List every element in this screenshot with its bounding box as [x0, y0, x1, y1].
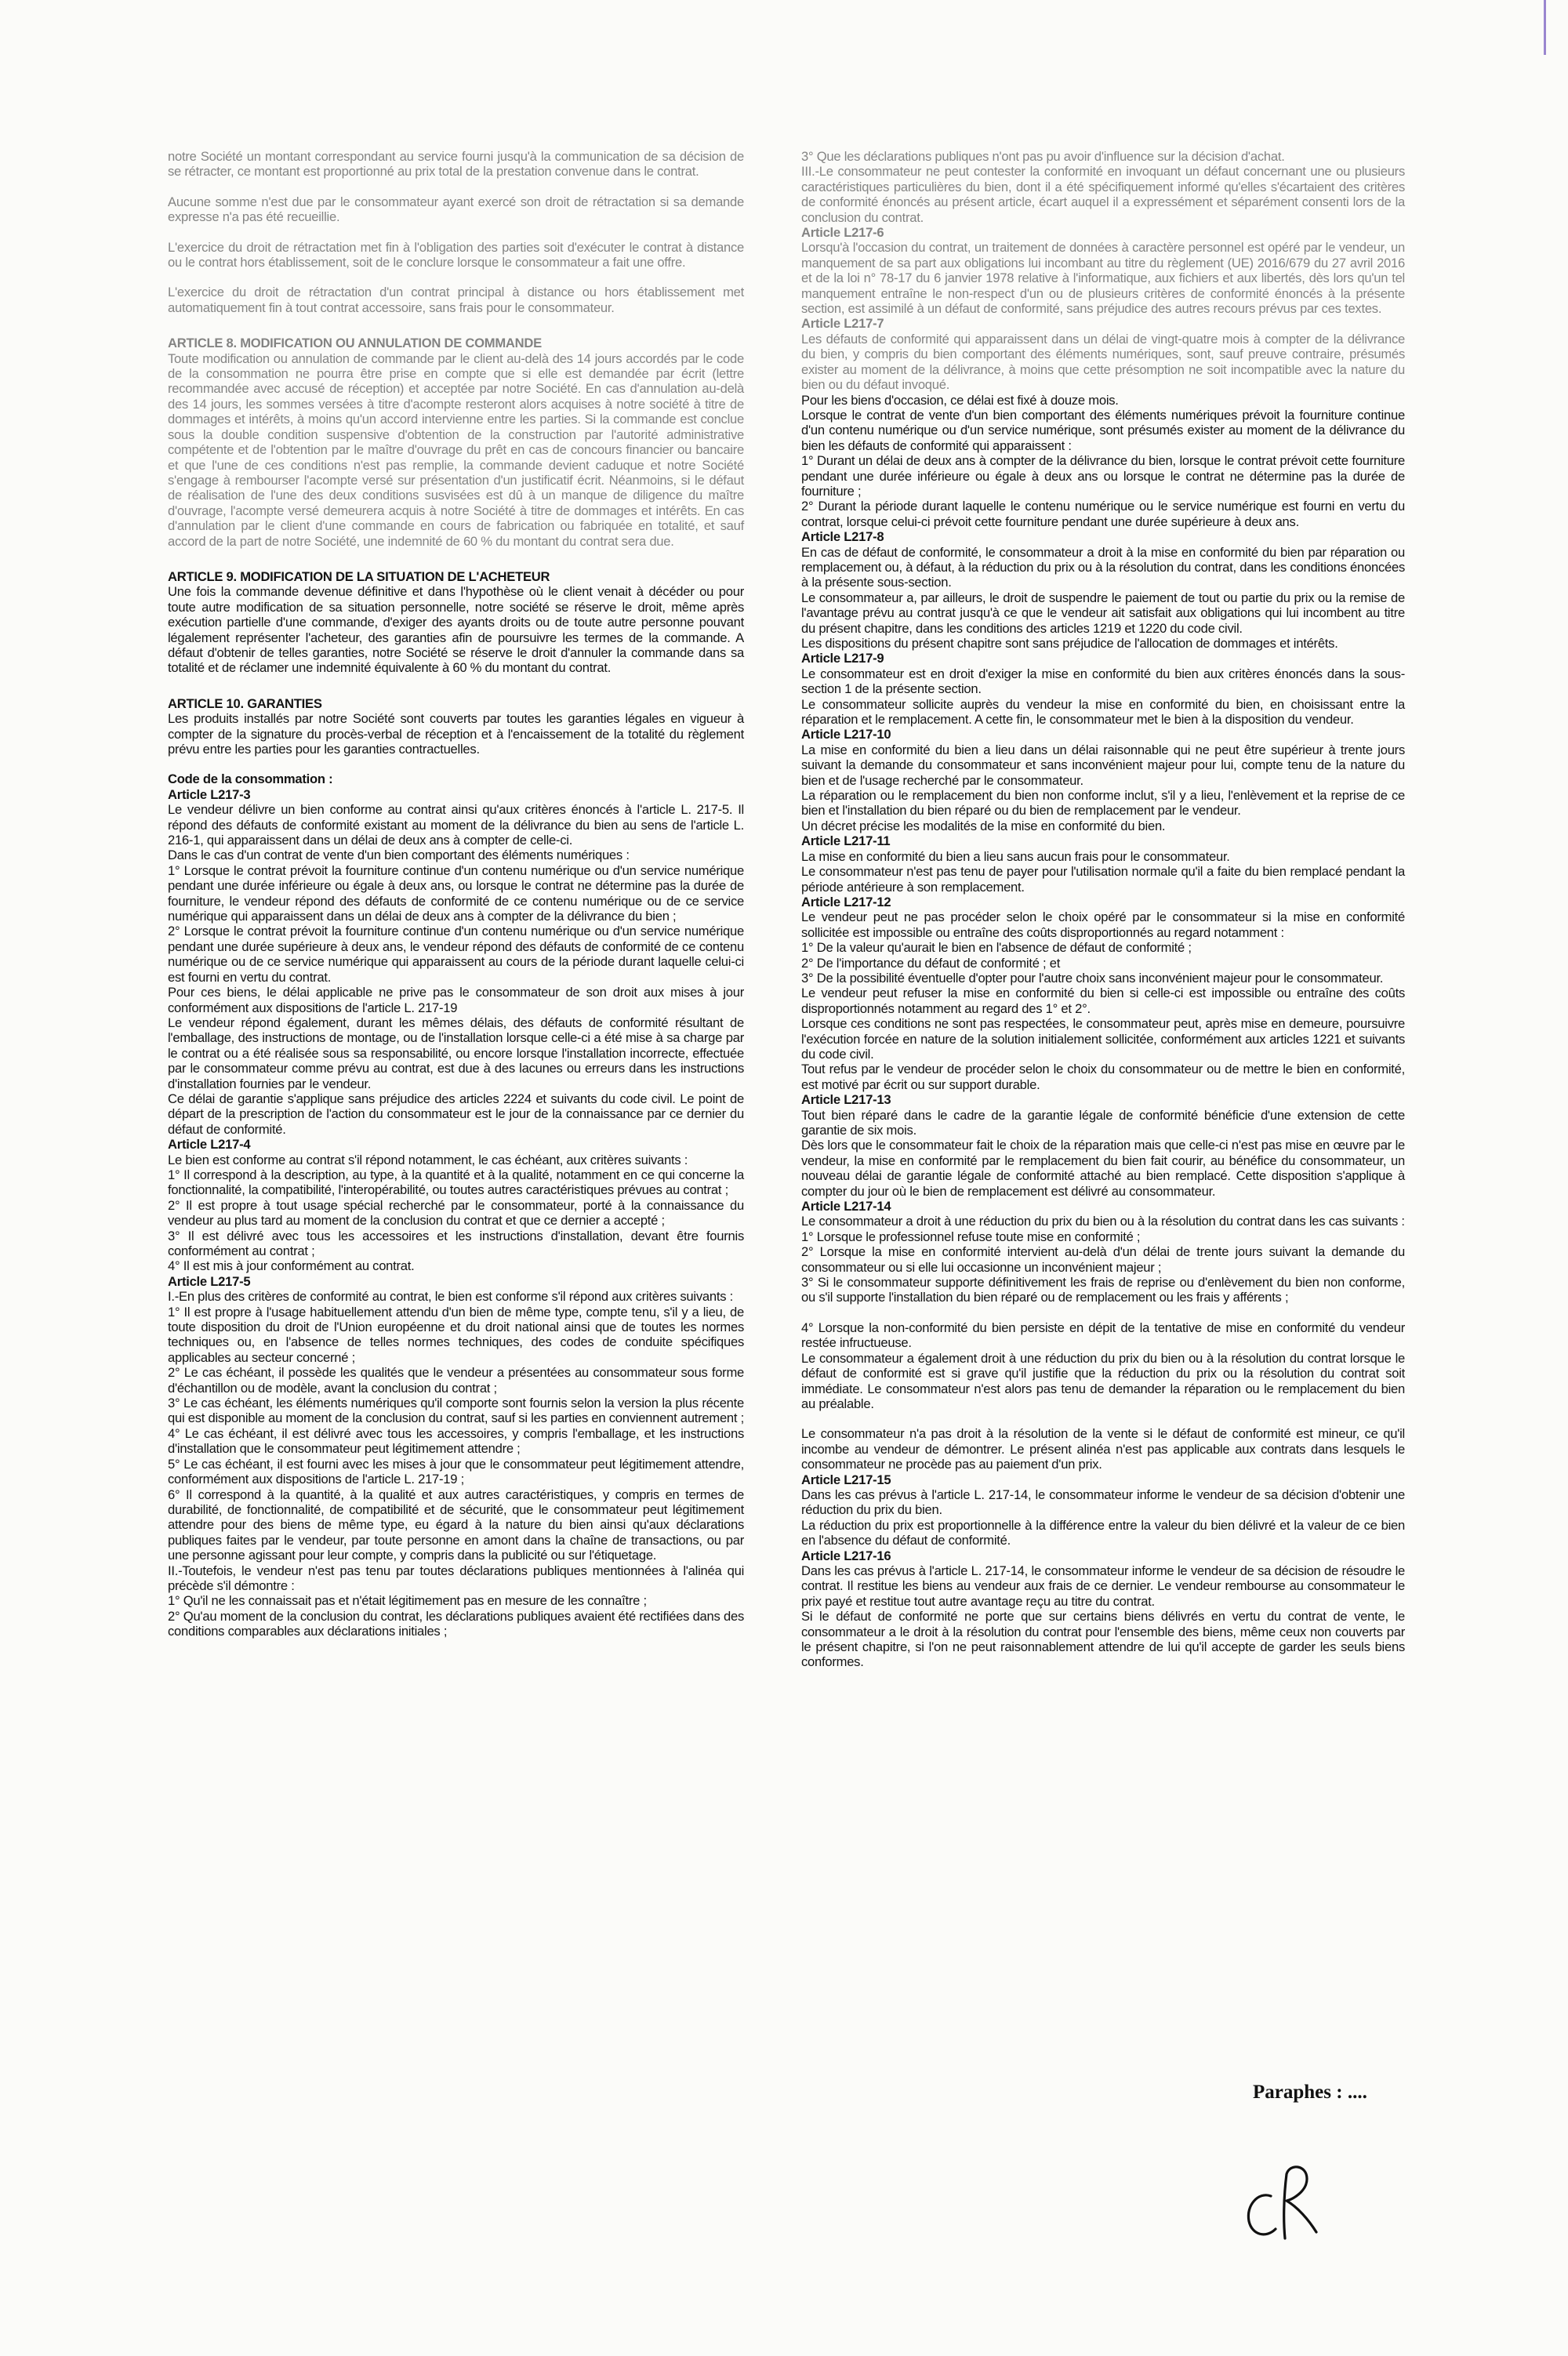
body-paragraph: Le consommateur n'a pas droit à la résolution de la vente si le défaut de conformité est mineur, ce qu'il incombe au vendeur de démontrer. Le présent alinéa n'est pas applicable aux contrats dans lesquels le consommateur ne procède pas au paiement d'un prix. — [801, 1426, 1405, 1472]
body-paragraph: II.-Toutefois, le vendeur n'est pas tenu par toutes déclarations publiques mentionnées à l'alinéa qui précède s'il démontre : — [168, 1563, 744, 1593]
body-paragraph: notre Société un montant correspondant au service fourni jusqu'à la communication de sa décision de se rétracter, ce montant est proportionné au prix total de la prestation convenue dans le contrat. — [168, 149, 744, 180]
body-paragraph: Le consommateur a droit à une réduction du prix du bien ou à la résolution du contrat dans les cas suivants : — [801, 1214, 1405, 1229]
body-paragraph: Lorsque ces conditions ne sont pas respectées, le consommateur peut, après mise en demeure, poursuivre l'exécution forcée en nature de la solution initialement sollicitée, conformément aux articles 1221 et suivants du code civil. — [801, 1016, 1405, 1062]
body-paragraph: 3° Le cas échéant, les éléments numériques qu'il comporte sont fournis selon la version la plus récente qui est disponible au moment de la conclusion du contrat, sauf si les parties en conviennent autrement ; — [168, 1396, 744, 1426]
article-subheading: Article L217-10 — [801, 727, 891, 742]
body-paragraph: 4° Lorsque la non-conformité du bien persiste en dépit de la tentative de mise en conformité du vendeur restée infructueuse. — [801, 1320, 1405, 1351]
body-paragraph: 2° Il est propre à tout usage spécial recherché par le consommateur, porté à la connaissance du vendeur au plus tard au moment de la conclusion du contrat et que ce dernier a accepté ; — [168, 1197, 744, 1229]
section-spacer — [168, 676, 744, 696]
body-paragraph: 5° Le cas échéant, il est fourni avec les mises à jour que le consommateur peut légitimement attendre, conformément aux dispositions de l'article L. 217-19 ; — [168, 1456, 744, 1487]
body-paragraph: 3° Que les déclarations publiques n'ont pas pu avoir d'influence sur la décision d'achat. — [801, 149, 1285, 164]
body-paragraph: Le consommateur est en droit d'exiger la mise en conformité du bien aux critères énoncés dans la sous-section 1 de la présente section. — [801, 666, 1405, 697]
article-heading: ARTICLE 8. MODIFICATION OU ANNULATION DE COMMANDE — [168, 336, 542, 351]
body-paragraph: En cas de défaut de conformité, le consommateur a droit à la mise en conformité du bien par réparation ou remplacement ou, à défaut, à la réduction du prix ou à la résolution du contrat, dans les conditions énoncées à la présente sous-section. — [801, 544, 1405, 590]
paragraph-spacer — [168, 270, 744, 285]
paragraph-spacer — [801, 1305, 1405, 1320]
body-paragraph: Le vendeur peut refuser la mise en conformité du bien si celle-ci est impossible ou entraîne des coûts disproportionnés notamment au regard des 1° et 2°. — [801, 986, 1405, 1016]
body-paragraph: 1° De la valeur qu'aurait le bien en l'absence de défaut de conformité ; — [801, 940, 1192, 956]
article-subheading: Code de la consommation : — [168, 771, 333, 787]
body-paragraph: Pour ces biens, le délai applicable ne prive pas le consommateur de son droit aux mises à jour conformément aux dispositions de l'article L. 217-19 — [168, 985, 744, 1015]
body-paragraph: Dans le cas d'un contrat de vente d'un bien comportant des éléments numériques : — [168, 848, 630, 863]
body-paragraph: Les défauts de conformité qui apparaissent dans un délai de vingt-quatre mois à compter de la délivrance du bien, y compris du bien comportant des éléments numériques, sont, sauf preuve contraire, présumés exister au moment de la délivrance, à moins que cette présomption ne soit incompatible avec la nature du bien ou du défaut invoqué. — [801, 331, 1405, 393]
body-paragraph: Lorsqu'à l'occasion du contrat, un traitement de données à caractère personnel est opéré par le vendeur, un manquement de sa part aux obligations lui incombant au titre du règlement (UE) 2016/679 du 27 avril 2016 et de la loi n° 78-17 du 6 janvier 1978 relative à l'informatique, aux fichiers et aux libertés, dès lors qu'un tel manquement entraîne le non-respect d'un ou de plusieurs critères de conformité énoncés à la présente section, est assimilé à un défaut de conformité, sans préjudice des autres recours prévus par ces textes. — [801, 240, 1405, 317]
body-paragraph: Le consommateur a également droit à une réduction du prix du bien ou à la résolution du contrat lorsque le défaut de conformité est si grave qu'il justifie que la réduction du prix ou la résolution du contrat soit immédiate. Le consommateur n'est alors pas tenu de demander la réparation ou le remplacement du bien au préalable. — [801, 1350, 1405, 1411]
body-paragraph: Le bien est conforme au contrat s'il répond notamment, le cas échéant, aux critères suivants : — [168, 1152, 688, 1167]
body-paragraph: 3° Si le consommateur supporte définitivement les frais de reprise ou d'enlèvement du bien non conforme, ou s'il supporte l'installation du bien réparé ou de remplacement ou les frais y afférents ; — [801, 1275, 1405, 1305]
body-paragraph: Le vendeur délivre un bien conforme au contrat ainsi qu'aux critères énoncés à l'article L. 217-5. Il répond des défauts de conformité existant au moment de la délivrance du bien au sens de l'article L. 216-1, qui apparaissent dans un délai de deux ans à compter de celle-ci. — [168, 802, 744, 848]
article-subheading: Article L217-13 — [801, 1092, 891, 1108]
article-heading: ARTICLE 10. GARANTIES — [168, 695, 322, 711]
body-paragraph: 2° Lorsque le contrat prévoit la fourniture continue d'un contenu numérique ou d'un service numérique pendant une durée supérieure à deux ans, le vendeur répond des défauts de conformité de ce contenu numérique ou de ce service numérique qui apparaissent au cours de la période durant laquelle celui-ci est fourni en vertu du contrat. — [168, 924, 744, 985]
article-heading: ARTICLE 9. MODIFICATION DE LA SITUATION DE L'ACHETEUR — [168, 568, 550, 584]
article-subheading: Article L217-4 — [168, 1137, 251, 1153]
body-paragraph: Le consommateur a, par ailleurs, le droit de suspendre le paiement de tout ou partie du prix ou la remise de l'avantage prévu au contrat jusqu'à ce que le vendeur ait satisfait aux obligations qui lui incombent au titre du présent chapitre, dans les conditions des articles 1219 et 1220 du code civil. — [801, 590, 1405, 636]
body-paragraph: Le vendeur répond également, durant les mêmes délais, des défauts de conformité résultant de l'emballage, des instructions de montage, ou de l'installation lorsque celle-ci a été mise à sa charge par le contrat ou a été réalisée sous sa responsabilité, ou encore lorsque l'installation incorrecte, effectuée par le consommateur comme prévu au contrat, est due à des lacunes ou erreurs dans les instructions d'installation fournies par le vendeur. — [168, 1015, 744, 1091]
section-spacer — [168, 315, 744, 336]
body-paragraph: Le consommateur sollicite auprès du vendeur la mise en conformité du bien, en choisissant entre la réparation et le remplacement. A cette fin, le consommateur met le bien à la disposition du vendeur. — [801, 696, 1405, 728]
body-paragraph: Les dispositions du présent chapitre sont sans préjudice de l'allocation de dommages et intérêts. — [801, 636, 1338, 651]
body-paragraph: L'exercice du droit de rétractation d'un contrat principal à distance ou hors établissement met automatiquement fin à tout contrat accessoire, sans frais pour le consommateur. — [168, 285, 744, 315]
body-paragraph: Lorsque le contrat de vente d'un bien comportant des éléments numériques prévoit la fourniture continue d'un contenu numérique ou d'un service numérique, sont présumés exister au moment de la délivrance du bien les défauts de conformité qui apparaissent : — [801, 407, 1405, 453]
body-paragraph: I.-En plus des critères de conformité au contrat, le bien est conforme s'il répond aux critères suivants : — [168, 1289, 733, 1305]
body-paragraph: III.-Le consommateur ne peut contester la conformité en invoquant un défaut concernant une ou plusieurs caractéristiques particulières du bien, dont il a été spécifiquement informé qu'elles s'écartaient des critères de conformité énoncés au présent article, écart auquel il a expressément et séparément consenti lors de la conclusion du contrat. — [801, 164, 1405, 225]
body-paragraph: 1° Durant un délai de deux ans à compter de la délivrance du bien, lorsque le contrat prévoit cette fourniture pendant une durée inférieure ou égale à deux ans ou lorsque le contrat ne détermine pas la durée de fourniture ; — [801, 453, 1405, 499]
body-paragraph: Aucune somme n'est due par le consommateur ayant exercé son droit de rétractation si sa demande expresse n'a pas été recueillie. — [168, 194, 744, 225]
body-paragraph: Dès lors que le consommateur fait le choix de la réparation mais que celle-ci n'est pas mise en œuvre par le vendeur, la mise en conformité par le remplacement du bien fait courir, au bénéfice du consommateur, un nouveau délai de garantie légale de conformité attaché au bien remplacé. Cette disposition s'applique à compter du jour où le bien de remplacement est délivré au consommateur. — [801, 1138, 1405, 1199]
body-paragraph: La réparation ou le remplacement du bien non conforme inclut, s'il y a lieu, l'enlèvement et la reprise de ce bien et l'installation du bien réparé ou du bien de remplacement par le vendeur. — [801, 788, 1405, 819]
body-paragraph: Dans les cas prévus à l'article L. 217-14, le consommateur informe le vendeur de sa décision d'obtenir une réduction du prix du bien. — [801, 1487, 1405, 1518]
article-subheading: Article L217-12 — [801, 894, 891, 909]
body-paragraph: Toute modification ou annulation de commande par le client au-delà des 14 jours accordés par le code de la consommation ne pourra être prise en compte que si elle est demandée par écrit (lettre recommandée avec accusé de réception) et acceptée par notre Société. En cas d'annulation au-delà des 14 jours, les sommes versées à titre d'acompte resteront alors acquises à notre société à titre de dommages et intérêts, à moins qu'un accord intervienne entre les parties. Si la commande est conclue sous la double condition suspensive d'obtention de la construction par l'autorité administrative compétente et de l'obtention par le maître d'ouvrage du prêt en cas de concours financier ou bancaire et que l'une de ces conditions n'est pas remplie, la commande devient caduque et notre Société s'engage à rembourser l'acompte versé sur présentation d'un justificatif écrit. Néanmoins, si le défaut de réalisation de l'une des deux conditions susvisées est dû à un manque de diligence du maître d'ouvrage, l'acompte versé demeurera acquis à notre Société à titre de dommages et intérêts. En cas d'annulation par le client d'une commande en cours de fabrication ou fabriquée en totalité, et sauf accord de la part de notre Société, une indemnité de 60 % du montant du contrat sera due. — [168, 350, 744, 549]
article-subheading: Article L217-6 — [801, 225, 884, 241]
body-paragraph: 3° De la possibilité éventuelle d'opter pour l'autre choix sans inconvénient majeur pour le consommateur. — [801, 970, 1384, 986]
body-paragraph: Dans les cas prévus à l'article L. 217-14, le consommateur informe le vendeur de sa décision de résoudre le contrat. Il restitue les biens au vendeur aux frais de ce dernier. Le vendeur rembourse au consommateur le prix payé et restitue tout autre avantage reçu au titre du contrat. — [801, 1563, 1405, 1609]
body-paragraph: 2° Durant la période durant laquelle le contenu numérique ou le service numérique est fourni en vertu du contrat, lorsque celui-ci prévoit cette fourniture pendant une durée supérieure à deux ans. — [801, 499, 1405, 529]
body-paragraph: 2° De l'importance du défaut de conformité ; et — [801, 955, 1061, 971]
right-column — [801, 149, 1405, 1670]
initials-signature — [1235, 2160, 1337, 2246]
body-paragraph: 2° Qu'au moment de la conclusion du contrat, les déclarations publiques avaient été rectifiées dans des conditions comparables aux déclarations initiales ; — [168, 1608, 744, 1639]
body-paragraph: 3° Il est délivré avec tous les accessoires et les instructions d'installation, devant être fournis conformément au contrat ; — [168, 1228, 744, 1258]
body-paragraph: Les produits installés par notre Société sont couverts par toutes les garanties légales en vigueur à compter de la signature du procès-verbal de réception et à l'encaissement de la totalité du règlement prévu entre les parties pour les garanties contractuelles. — [168, 711, 744, 757]
body-paragraph: Le vendeur peut ne pas procéder selon le choix opéré par le consommateur si la mise en conformité sollicitée est impossible ou entraîne des coûts disproportionnés au regard notamment : — [801, 909, 1405, 940]
article-subheading: Article L217-15 — [801, 1472, 891, 1487]
paragraph-spacer — [801, 1411, 1405, 1426]
body-paragraph: 1° Lorsque le contrat prévoit la fourniture continue d'un contenu numérique ou d'un service numérique pendant une durée inférieure ou égale à deux ans, ou lorsque le contrat ne détermine pas la durée de fourniture, le vendeur répond des défauts de conformité de ce contenu numérique ou de ce service numérique qui apparaissent dans un délai de deux ans à compter de la délivrance du bien ; — [168, 862, 744, 924]
body-paragraph: La mise en conformité du bien a lieu sans aucun frais pour le consommateur. — [801, 848, 1230, 864]
scan-edge-mark — [1544, 0, 1546, 55]
article-subheading: Article L217-7 — [801, 316, 884, 332]
section-spacer — [168, 549, 744, 569]
left-column — [168, 149, 744, 1639]
body-paragraph: La réduction du prix est proportionnelle à la différence entre la valeur du bien délivré et la valeur de ce bien en l'absence du défaut de conformité. — [801, 1517, 1405, 1548]
body-paragraph: Un décret précise les modalités de la mise en conformité du bien. — [801, 818, 1166, 833]
article-subheading: Article L217-16 — [801, 1548, 891, 1563]
body-paragraph: 1° Qu'il ne les connaissait pas et n'était légitimement pas en mesure de les connaître ; — [168, 1593, 647, 1609]
body-paragraph: Si le défaut de conformité ne porte que sur certains biens délivrés en vertu du contrat de vente, le consommateur a le droit à la résolution du contrat pour l'ensemble des biens, même ceux non couverts par le présent chapitre, si l'on ne peut raisonnablement attendre de lui qu'il accepte de garder les seuls biens conformes. — [801, 1609, 1405, 1670]
body-paragraph: La mise en conformité du bien a lieu dans un délai raisonnable qui ne peut être supérieur à trente jours suivant la demande du consommateur et sans inconvénient majeur pour lui, compte tenu de la nature du bien et de l'usage recherché par le consommateur. — [801, 742, 1405, 788]
body-paragraph: 1° Il correspond à la description, au type, à la quantité et à la qualité, notamment en ce qui concerne la fonctionnalité, la compatibilité, l'interopérabilité, ou toutes autres caractéristiques prévues au contrat ; — [168, 1167, 744, 1198]
body-paragraph: Ce délai de garantie s'applique sans préjudice des articles 2224 et suivants du code civil. Le point de départ de la prescription de l'action du consommateur est le jour de la connaissance par ce dernier du défaut de conformité. — [168, 1091, 744, 1137]
body-paragraph: 4° Le cas échéant, il est délivré avec tous les accessoires, y compris l'emballage, et les instructions d'installation que le consommateur peut légitimement attendre ; — [168, 1425, 744, 1457]
article-subheading: Article L217-11 — [801, 833, 891, 849]
paragraph-spacer — [168, 757, 744, 771]
body-paragraph: 2° Le cas échéant, il possède les qualités que le vendeur a présentées au consommateur sous forme d'échantillon ou de modèle, avant la conclusion du contrat ; — [168, 1365, 744, 1396]
article-subheading: Article L217-9 — [801, 651, 884, 666]
body-paragraph: Le consommateur n'est pas tenu de payer pour l'utilisation normale qu'il a faite du bien remplacé pendant la période antérieure à son remplacement. — [801, 864, 1405, 895]
paraphes-label: Paraphes : .... — [1253, 2082, 1367, 2103]
article-subheading: Article L217-14 — [801, 1199, 891, 1214]
body-paragraph: 1° Lorsque le professionnel refuse toute mise en conformité ; — [801, 1229, 1141, 1244]
paragraph-spacer — [168, 225, 744, 240]
paragraph-spacer — [168, 180, 744, 194]
body-paragraph: 1° Il est propre à l'usage habituellement attendu d'un bien de même type, compte tenu, s'il y a lieu, de toute disposition du droit de l'Union européenne et du droit national ainsi que de toutes les normes techniques ou, en l'absence de telles normes techniques, des codes de conduite spécifiques applicables au secteur concerné ; — [168, 1304, 744, 1365]
article-subheading: Article L217-5 — [168, 1273, 251, 1289]
body-paragraph: Pour les biens d'occasion, ce délai est fixé à douze mois. — [801, 392, 1119, 408]
body-paragraph: 6° Il correspond à la quantité, à la qualité et aux autres caractéristiques, y compris en termes de durabilité, de fonctionnalité, de compatibilité et de sécurité, que le consommateur peut légitimement attendre pour des biens de même type, eu égard à la nature du bien ainsi qu'aux déclarations publiques faites par le vendeur, par toute personne en amont dans la chaîne de transactions, ou par une personne agissant pour leur compte, y compris dans la publicité ou sur l'étiquetage. — [168, 1487, 744, 1563]
body-paragraph: Tout bien réparé dans le cadre de la garantie légale de conformité bénéficie d'une extension de cette garantie de six mois. — [801, 1107, 1405, 1138]
body-paragraph: 2° Lorsque la mise en conformité intervient au-delà d'un délai de trente jours suivant la demande du consommateur ou si elle lui occasionne un inconvénient majeur ; — [801, 1244, 1405, 1275]
body-paragraph: 4° Il est mis à jour conformément au contrat. — [168, 1258, 415, 1274]
body-paragraph: Tout refus par le vendeur de procéder selon le choix du consommateur ou de mettre le bien en conformité, est motivé par écrit ou sur support durable. — [801, 1062, 1405, 1092]
article-subheading: Article L217-8 — [801, 529, 884, 545]
body-paragraph: L'exercice du droit de rétractation met fin à l'obligation des parties soit d'exécuter le contrat à distance ou le contrat hors établissement, soit de le conclure lorsque le consommateur a fait une offre. — [168, 239, 744, 270]
body-paragraph: Une fois la commande devenue définitive et dans l'hypothèse où le client venait à décéder ou pour toute autre modification de sa situation personnelle, notre société se réserve le droit, même après exécution partielle d'une commande, d'exiger des ayants droits ou de toute autre personne pouvant légalement représenter l'acheteur, des garanties afin de poursuivre les termes de la commande. A défaut d'obtenir de telles garanties, notre Société se réserve le droit d'annuler la commande dans sa totalité et de réclamer une indemnité équivalente à 60 % du montant du contrat. — [168, 584, 744, 676]
article-subheading: Article L217-3 — [168, 786, 251, 802]
